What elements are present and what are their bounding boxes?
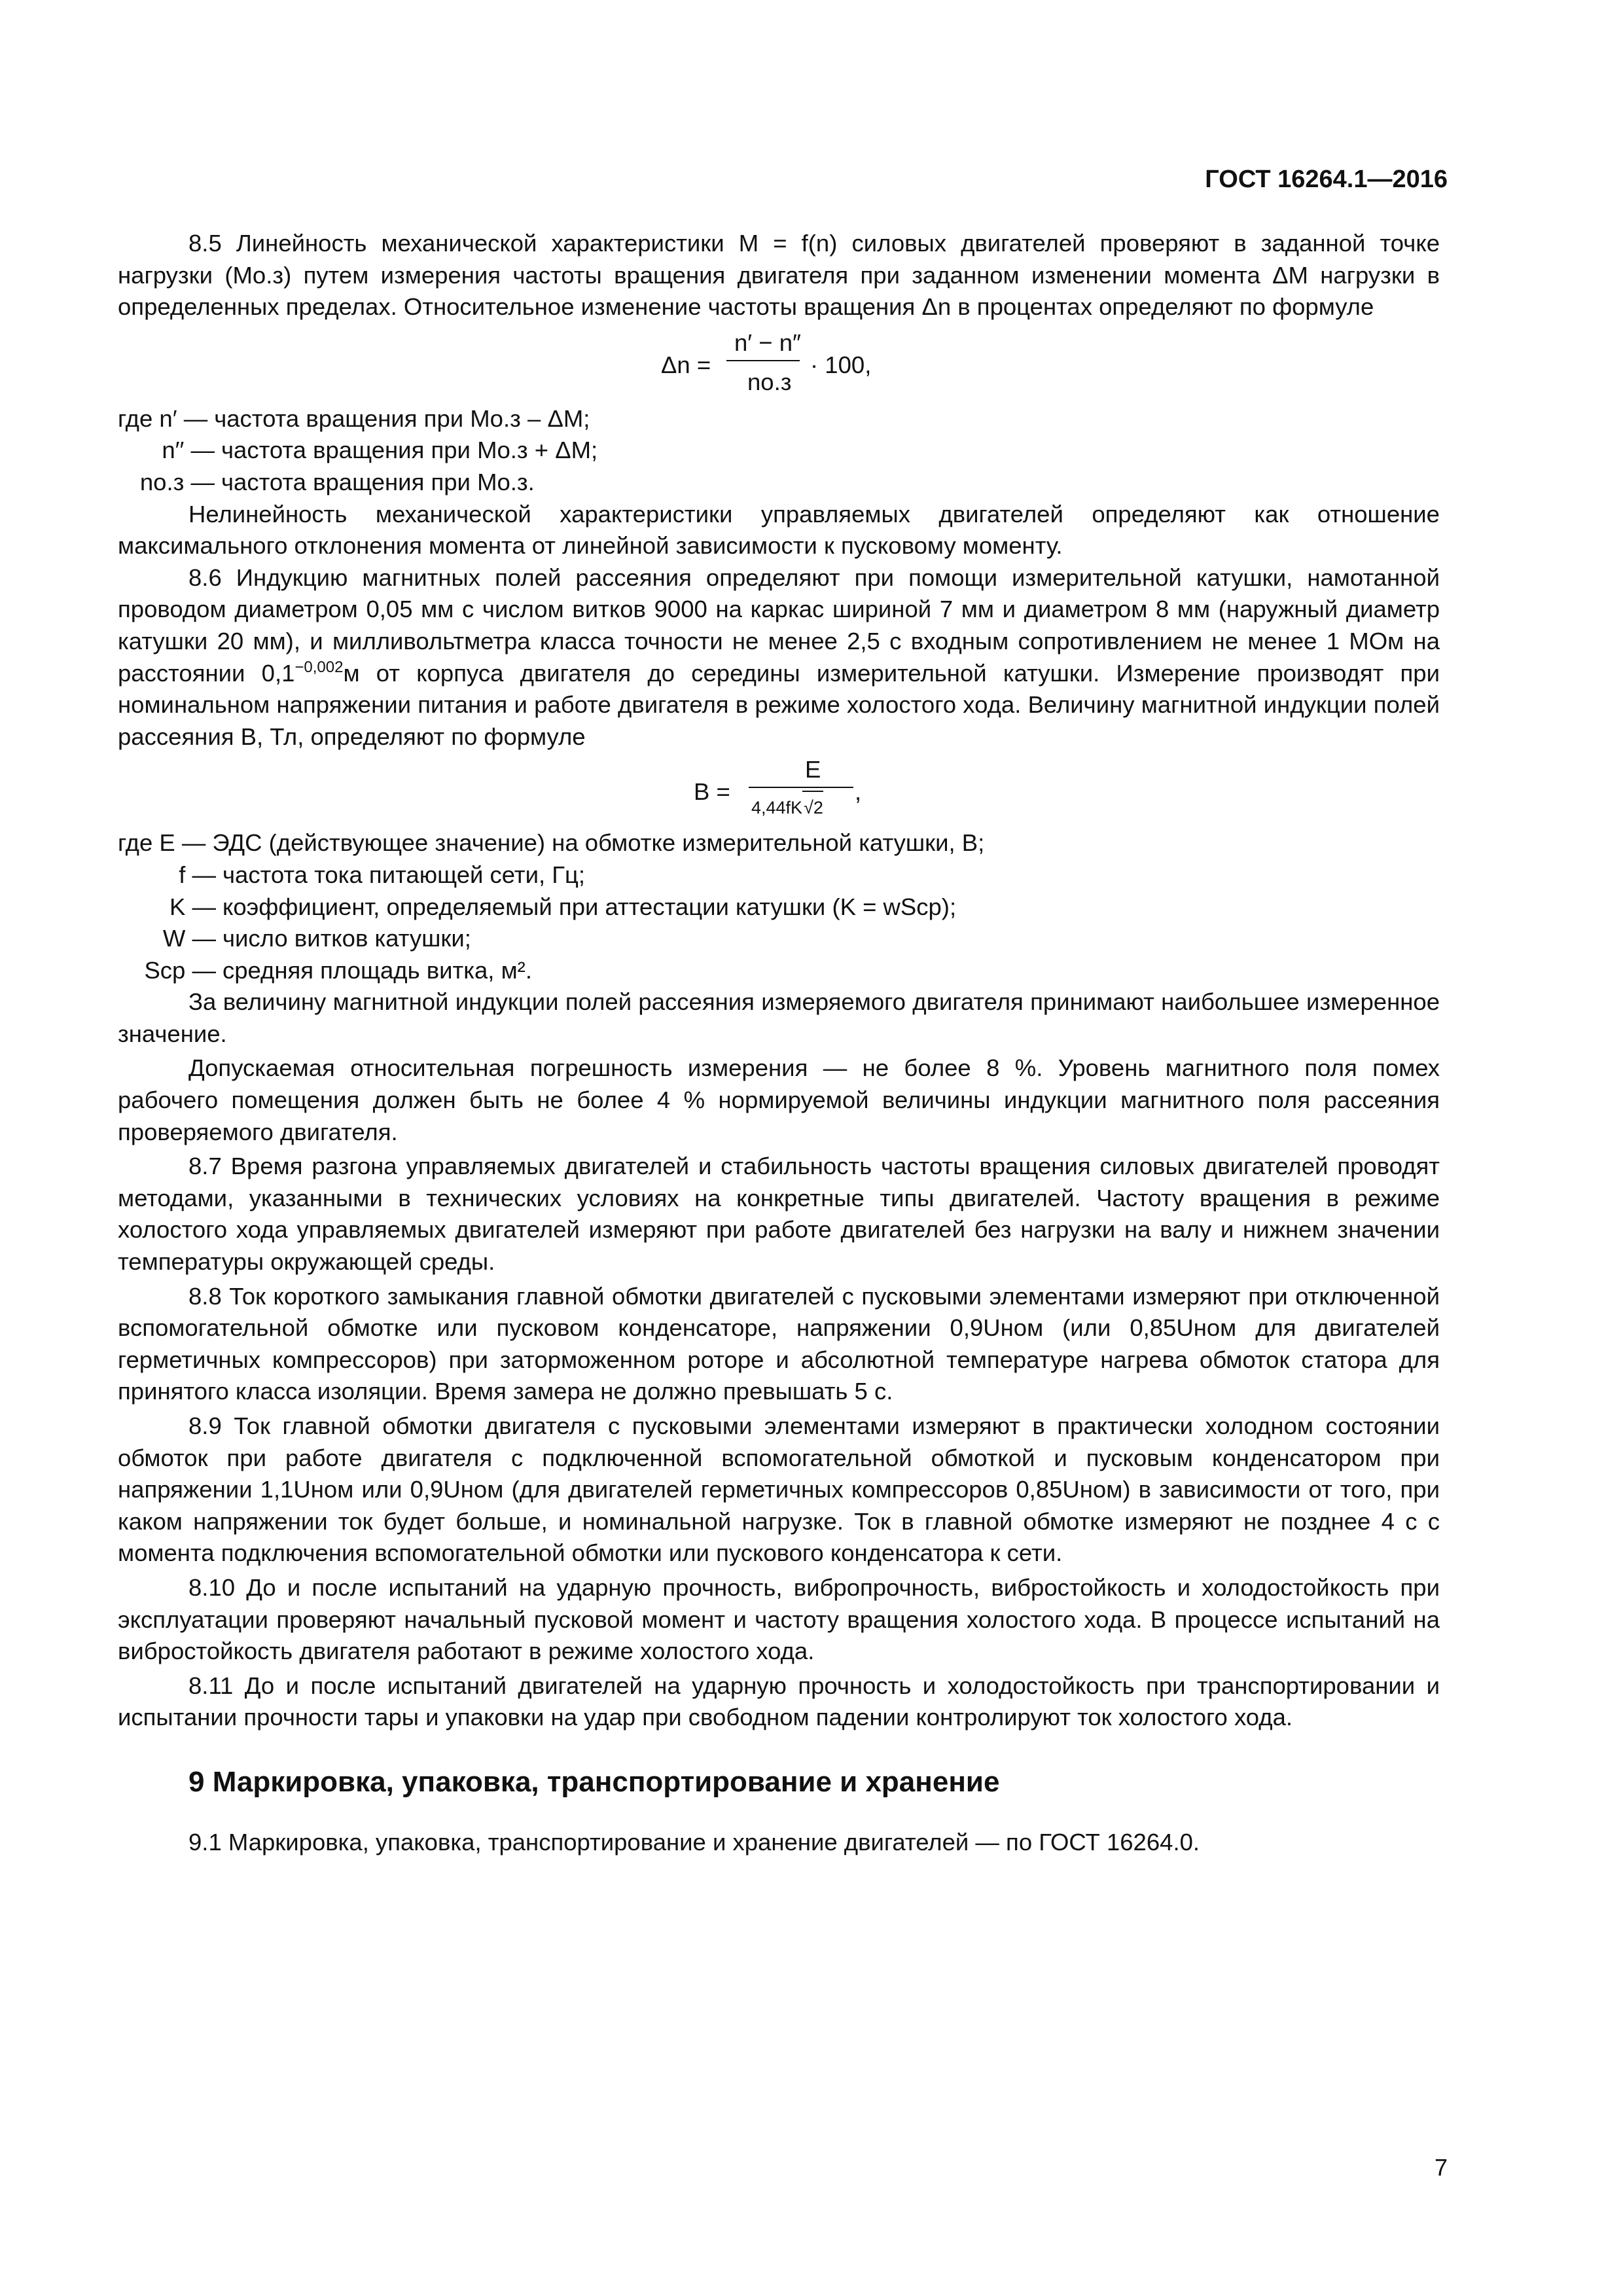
tolerance-superscript: −0,002 [294,658,344,676]
symbol-desc: частота вращения при Mо.з + ΔM; [221,437,598,464]
symbol-def: где E — [118,829,206,857]
symbol-def: где n′ — [118,404,208,432]
paragraph-8-6 [118,562,1440,753]
paragraph-error: Допускаемая относительная погрешность измерения — не более 8 %. Уровень магнитного поля помех рабочего помещения должен быть не более 4 % нормируемой величины индукции магнитного поля рассеяния проверяемого двигателя. [118,1054,1440,1145]
symbol-def: Sср — [144,956,216,984]
symbol-row [118,403,1440,435]
sqrt-radicand: √2 [802,791,823,824]
section-9-heading: 9 Маркировка, упаковка, транспортирование и хранение [188,1765,1000,1798]
formula-b-denominator [751,791,823,824]
symbol-desc: ЭДС (действующее значение) на обмотке измерительной катушки, В; [212,829,985,857]
body-text [118,228,1440,1859]
symbol-desc: частота тока питающей сети, Гц; [223,861,586,888]
sqrt-value: 2 [813,798,823,818]
paragraph-8-7: 8.7 Время разгона управляемых двигателей и стабильность частоты вращения силовых двигателей проводят методами, указанными в технических условиях на конкретные типы двигателей. Частоту вращения в режиме холостого хода управляемых двигателей измеряют при работе двигателей без нагрузки на валу и нижнем значении температуры окружающей среды. [118,1153,1440,1276]
page-number: 7 [1434,2154,1448,2181]
formula-rhs: · 100, [810,351,872,378]
symbol-def: nо.з — [139,468,215,495]
symbol-def: n′′ — [162,437,215,464]
formula-b-lhs: B = [694,778,730,806]
fraction-line [726,360,800,361]
symbol-row [118,923,1440,955]
formula-numerator: n′ − n″ [734,329,801,356]
formula-b-tail: , [855,778,862,806]
formula-b-numerator: E [805,756,821,783]
formula-denominator: nо.з [747,368,792,395]
symbol-desc: частота вращения при Mо.з – ΔM; [214,404,590,432]
symbol-row [118,827,1440,859]
symbols-list-1 [118,403,1440,499]
symbol-def: K — [169,893,216,920]
symbol-row [118,859,1440,891]
formula-b [118,753,1440,826]
paragraph-nonlinearity: Нелинейность механической характеристики управляемых двигателей определяют как отношение максимального отклонения момента от линейной зависимости к пусковому моменту. [118,500,1440,560]
symbol-row [118,435,1440,467]
paragraph-8-9: 8.9 Ток главной обмотки двигателя с пусковыми элементами измеряют в практически холодном состоянии обмоток при работе двигателя с подключенной вспомогательной обмоткой и пусковым конденсатором при напряжении 1,1Uном или 0,9Uном (для двигателей герметичных компрессоров 0,85Uном) в зависимости от того, при каком напряжении ток будет больше, и номинальной нагрузке. Ток в главной обмотке измеряют не позднее 4 с с момента подключения вспомогательной обмотки или пускового конденсатора к сети. [118,1412,1440,1567]
symbol-row [118,955,1440,987]
symbol-desc: средняя площадь витка, м². [223,956,532,984]
symbol-desc: частота вращения при Mо.з. [221,468,535,495]
symbol-row [118,891,1440,924]
formula-delta-n [118,323,1440,402]
paragraph-9-1: 9.1 Маркировка, упаковка, транспортирование и хранение двигателей — по ГОСТ 16264.0. [188,1828,1200,1856]
symbol-def: W — [162,925,216,952]
formula-lhs: Δn = [661,351,711,378]
paragraph-max-value: За величину магнитной индукции полей рассеяния измеряемого двигателя принимают наибольшее измеренное значение. [118,988,1440,1047]
paragraph-8-11: 8.11 До и после испытаний двигателей на ударную прочность и холодостойкость при транспортировании и испытании прочности тары и упаковки на удар при свободном падении контролируют ток холостого хода. [118,1672,1440,1731]
p8-6-continued: м от корпуса двигателя до середины измерительной катушки. Измерение производят при номинальном напряжении питания и работе двигателя в режиме холостого хода. Величину магнитной индукции полей рассеяния B, Тл, определяют по формуле [118,659,1440,750]
paragraph-8-8: 8.8 Ток короткого замыкания главной обмотки двигателей с пусковыми элементами измеряют при отключенной вспомогательной обмотке или пусковом конденсаторе, напряжении 0,9Uном (или 0,85Uном для двигателей герметичных компрессоров) при заторможенном роторе и абсолютной температуре нагрева обмоток статора для принятого класса изоляции. Время замера не должно превышать 5 с. [118,1282,1440,1405]
paragraph-8-10: 8.10 До и после испытаний на ударную прочность, вибропрочность, вибростойкость и холодостойкость при эксплуатации проверяют начальный пусковой момент и частоту вращения холостого хода. В процессе испытаний на вибростойкость двигателя работают в режиме холостого хода. [118,1573,1440,1665]
fraction-line [749,787,853,788]
paragraph-8-5: 8.5 Линейность механической характеристики M = f(n) силовых двигателей проверяют в заданной точке нагрузки (Mо.з) путем измерения частоты вращения двигателя при заданном изменении момента ΔM нагрузки в определенных пределах. Относительное изменение частоты вращения Δn в процентах определяют по формуле [118,230,1440,321]
symbol-def: f — [179,861,216,888]
symbol-desc: число витков катушки; [223,925,471,952]
symbol-desc: коэффициент, определяемый при аттестации катушки (K = wSср); [223,893,957,920]
symbol-row [118,467,1440,499]
p8-6-text: 8.6 Индукцию магнитных полей рассеяния определяют при помощи измерительной катушки, намотанной проводом диаметром 0,05 мм с числом витков 9000 на каркас шириной 7 мм и диаметром 8 мм (наружный диаметр катушки 20 мм), и милливольтметра класса точности не менее 2,5 с входным сопротивлением не менее 1 МОм на расстоянии 0,1 [118,564,1440,687]
symbols-list-2 [118,827,1440,986]
standard-id: ГОСТ 16264.1—2016 [1205,166,1448,193]
denominator-text: 4,44fK [751,798,803,818]
